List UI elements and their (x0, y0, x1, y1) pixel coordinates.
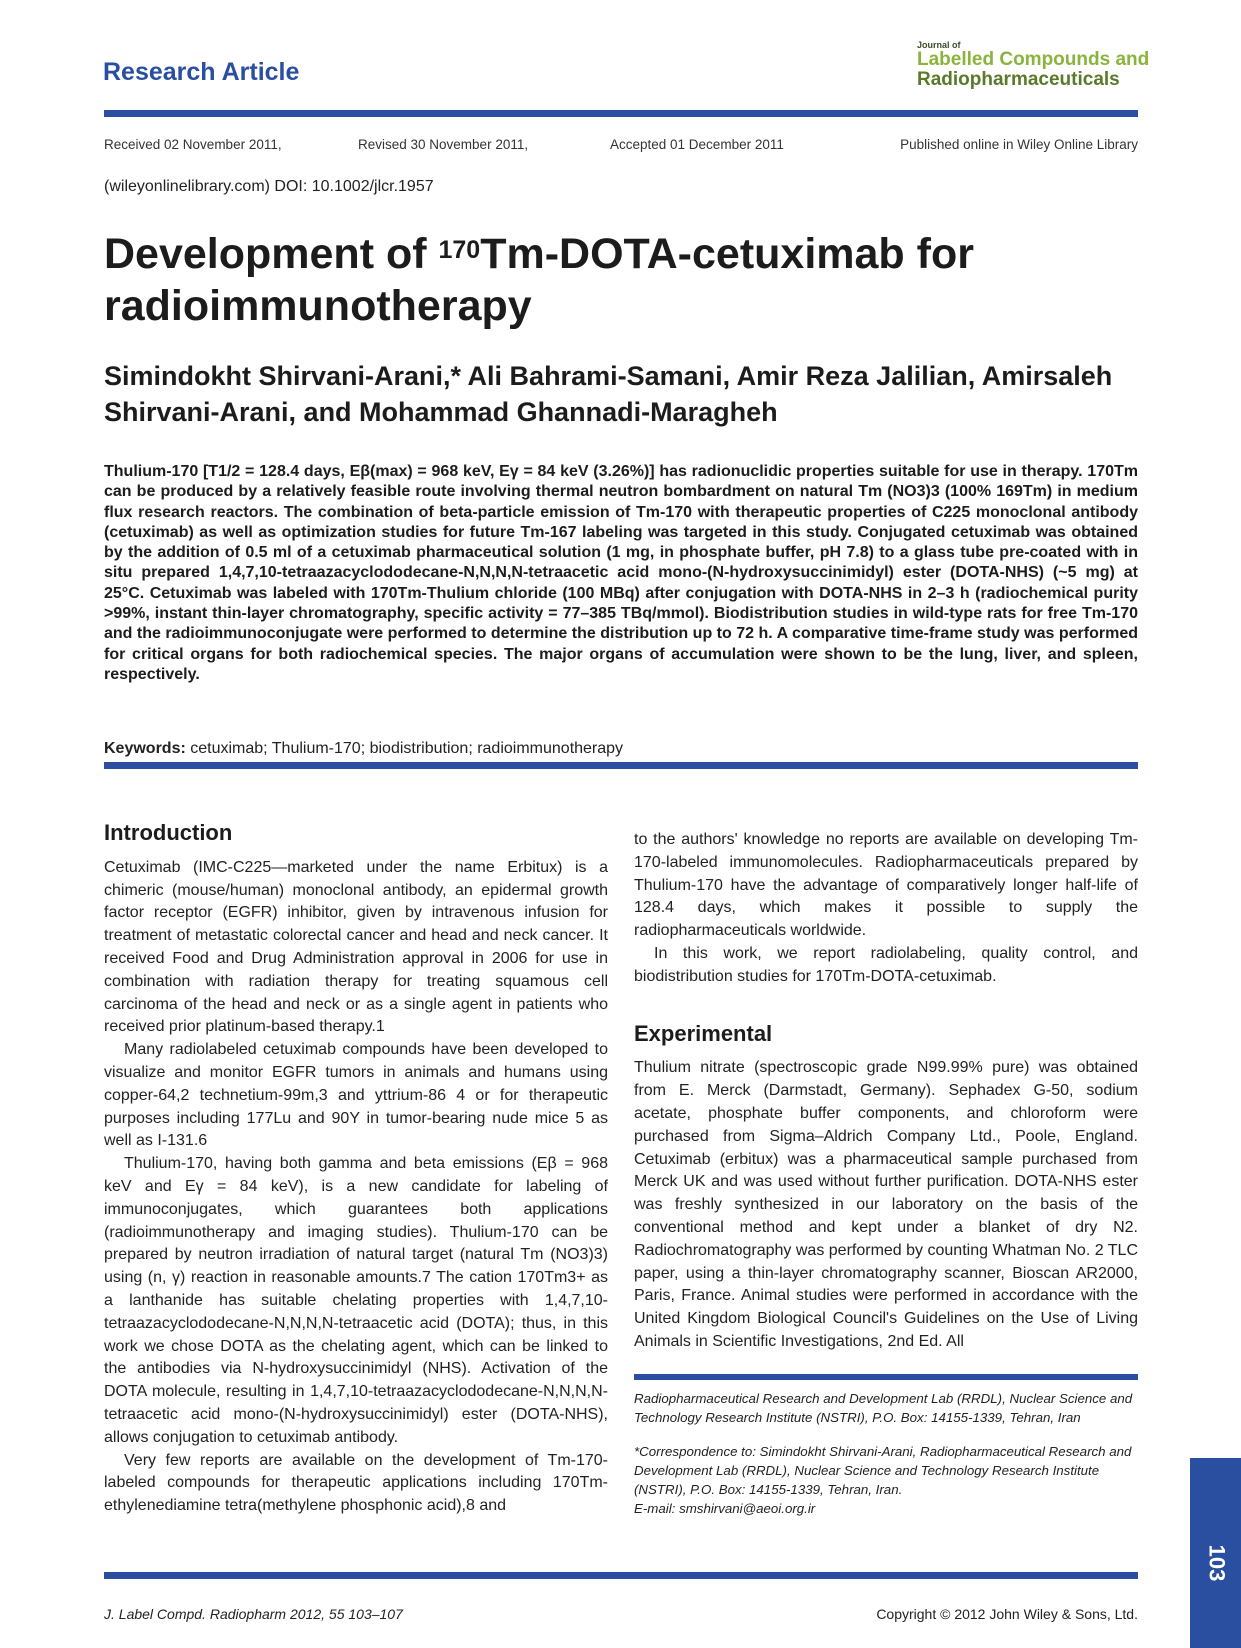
intro-paragraph-4: Very few reports are available on the development of Tm-170-labeled compounds for therapeutic applications including 170Tm-ethylenediamine tetra(methylene phosphonic acid),8 and (104, 1451, 608, 1515)
right-column (634, 829, 1138, 1354)
abstract-rule (104, 762, 1138, 769)
correspondence-email[interactable]: E-mail: smshirvani@aeoi.org.ir (634, 1501, 816, 1516)
title-prefix: Development of (104, 230, 439, 278)
keywords-label: Keywords: (104, 740, 186, 757)
title-superscript: 170 (438, 236, 481, 264)
received-date: Received 02 November 2011, (104, 137, 282, 152)
intro-paragraph-5: to the authors' knowledge no reports are available on developing Tm-170-labeled immunomolecules. Radiopharmaceuticals prepared by Thulium-170 have the advantage of comparatively longer half-life of 128.4 days, which makes it possible to supply the radiopharmaceuticals worldwide. (634, 831, 1138, 940)
left-column (104, 822, 608, 1518)
affiliation-rule (634, 1374, 1138, 1380)
keywords (104, 740, 623, 758)
keywords-text: cetuximab; Thulium-170; biodistribution; radioimmunotherapy (185, 740, 624, 757)
journal-logo (917, 40, 1149, 90)
revised-date: Revised 30 November 2011, (358, 137, 529, 152)
title-rest: Tm-DOTA-cetuximab for radioimmunotherapy (104, 230, 974, 330)
journal-logo-small: Journal of (917, 40, 961, 50)
intro-paragraph-6: In this work, we report radiolabeling, quality control, and biodistribution studies for 170Tm-DOTA-cetuximab. (634, 944, 1138, 985)
correspondence (634, 1442, 1138, 1518)
intro-paragraph-2: Many radiolabeled cetuximab compounds have been developed to visualize and monitor EGFR tumors in animals and humans using copper-64,2 technetium-99m,3 and yttrium-86 4 or for therapeutic purposes including 177Lu and 90Y in tumor-bearing nude mice 5 as well as I-131.6 (104, 1041, 608, 1150)
article-title (104, 228, 1144, 332)
experimental-paragraph-1: Thulium nitrate (spectroscopic grade N99.99% pure) was obtained from E. Merck (Darmstadt, Germany). Sephadex G-50, sodium acetate, phosphate buffer components, and chloroform were purchased from Sigma–Aldrich Company Ltd., Poole, England. Cetuximab (erbitux) was a pharmaceutical sample purchased from Merck UK and was used without further purification. DOTA-NHS ester was freshly synthesized in our laboratory on the basis of the conventional method and kept under a blanket of dry N2. Radiochromatography was performed by counting Whatman No. 2 TLC paper, using a thin-layer chromatography scanner, Bioscan AR2000, Paris, France. Animal studies were performed in accordance with the United Kingdom Biological Council's Guidelines on the Use of Living Animals in Scientific Investigations, 2nd Ed. All (634, 1059, 1138, 1350)
footer-rule (104, 1572, 1138, 1579)
journal-logo-line1: Labelled Compounds and (917, 49, 1150, 70)
experimental-heading: Experimental (634, 1020, 773, 1046)
abstract: Thulium-170 [T1/2 = 128.4 days, Eβ(max) = 968 keV, Eγ = 84 keV (3.26%)] has radionuclidic properties suitable for use in therapy. 170Tm can be produced by a relatively feasible route involving thermal neutron bombardment on natural Tm (NO3)3 (100% 169Tm) in medium flux research reactors. The combination of beta-particle emission of Tm-170 with therapeutic properties of C225 monoclonal antibody (cetuximab) as well as optimization studies for future Tm-167 labeling was targeted in this study. Conjugated cetuximab was obtained by the addition of 0.5 ml of a cetuximab pharmaceutical solution (1 mg, in phosphate buffer, pH 7.8) to a glass tube pre-coated with in situ prepared 1,4,7,10-tetraazacyclododecane-N,N,N,N-tetraacetic acid mono-(N-hydroxysuccinimidyl) ester (DOTA-NHS) (~5 mg) at 25°C. Cetuximab was labeled with 170Tm-Thulium chloride (100 MBq) after conjugation with DOTA-NHS in 2–3 h (radiochemical purity >99%, instant thin-layer chromatography, specific activity = 77–385 TBq/mmol). Biodistribution studies in wild-type rats for free Tm-170 and the radioimmunoconjugate were performed to determine the distribution up to 72 h. A comparative time-frame study was performed for critical organs for both radiochemical species. The major organs of accumulation were shown to be the lung, liver, and spleen, respectively. (104, 463, 1138, 683)
introduction-heading: Introduction (104, 820, 233, 845)
page-number: 103 (1204, 1544, 1230, 1582)
journal-citation: J. Label Compd. Radiopharm 2012, 55 103–107 (104, 1606, 403, 1622)
copyright: Copyright © 2012 John Wiley & Sons, Ltd. (876, 1606, 1138, 1622)
page-number-tab (1190, 1458, 1241, 1648)
doi-line[interactable]: (wileyonlinelibrary.com) DOI: 10.1002/jlcr.1957 (104, 178, 434, 195)
accepted-date: Accepted 01 December 2011 (610, 137, 784, 152)
intro-paragraph-1: Cetuximab (IMC-C225—marketed under the name Erbitux) is a chimeric (mouse/human) monoclonal antibody, an epidermal growth factor receptor (EGFR) inhibitor, given by intravenous infusion for treatment of metastatic colorectal cancer and head and neck cancer. It received Food and Drug Administration approval in 2006 for use in combination with radiation therapy for treating squamous cell carcinoma of the head and neck or as a single agent in patients who received prior platinum-based therapy.1 (104, 858, 608, 1036)
article-type-label: Research Article (103, 58, 300, 86)
header-rule (104, 110, 1138, 117)
author-list: Simindokht Shirvani-Arani,* Ali Bahrami-Samani, Amir Reza Jalilian, Amirsaleh Shirvani-Arani, and Mohammad Ghannadi-Maragheh (104, 361, 1113, 427)
correspondence-text: *Correspondence to: Simindokht Shirvani-Arani, Radiopharmaceutical Research and Development Lab (RRDL), Nuclear Science and Technology Research Institute (NSTRI), P.O. Box: 14155-1339, Tehran, Iran. (634, 1444, 1132, 1497)
journal-logo-line2: Radiopharmaceuticals (917, 69, 1120, 90)
published-note: Published online in Wiley Online Library (900, 137, 1138, 152)
affiliation: Radiopharmaceutical Research and Development Lab (RRDL), Nuclear Science and Technology Research Institute (NSTRI), P.O. Box: 14155-1339, Tehran, Iran (634, 1391, 1133, 1425)
intro-paragraph-3: Thulium-170, having both gamma and beta emissions (Eβ = 968 keV and Eγ = 84 keV), is a new candidate for labeling of immunoconjugates, which guarantees both applications (radioimmunotherapy and imaging studies). Thulium-170 can be prepared by neutron irradiation of natural target (natural Tm (NO3)3) using (n, γ) reaction in reasonable amounts.7 The cation 170Tm3+ as a lanthanide has suitable chelating properties with 1,4,7,10-tetraazacyclododecane-N,N,N,N-tetraacetic acid (DOTA); thus, in this work we chose DOTA as the chelating agent, which can be linked to the antibodies via N-hydroxysuccinimidyl (NHS). Activation of the DOTA molecule, resulting in 1,4,7,10-tetraazacyclododecane-N,N,N,N-tetraacetic acid mono-(N-hydroxysuccinimidyl) ester (DOTA-NHS), allows conjugation to cetuximab antibody. (104, 1155, 608, 1446)
